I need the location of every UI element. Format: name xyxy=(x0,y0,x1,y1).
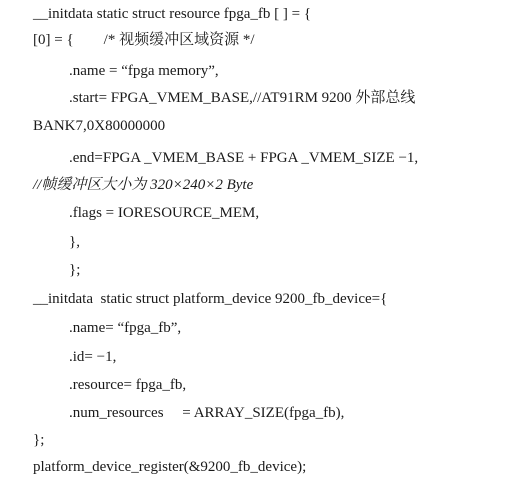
code-line-15: .num_resources = ARRAY_SIZE(fpga_fb), xyxy=(69,405,345,421)
code-line-11: __initdata static struct platform_device 9200_fb_device={ xyxy=(33,291,388,307)
code-line-8: .flags = IORESOURCE_MEM, xyxy=(69,205,260,221)
code-line-17: platform_device_register(&9200_fb_device); xyxy=(33,459,307,475)
code-line-12: .name= “fpga_fb”, xyxy=(69,320,182,336)
code-line-6: .end=FPGA _VMEM_BASE + FPGA _VMEM_SIZE −1, xyxy=(69,150,419,166)
code-line-4: .start= FPGA_VMEM_BASE,//AT91RM 9200 外部总线 xyxy=(69,90,416,106)
code-line-13: .id= −1, xyxy=(69,349,117,365)
code-line-7: //帧缓冲区大小为 320×240×2 Byte xyxy=(33,177,254,193)
code-line-3: .name = “fpga memory”, xyxy=(69,63,219,79)
code-line-1: __initdata static struct resource fpga_fb [ ] = { xyxy=(33,6,312,22)
code-line-5: BANK7,0X80000000 xyxy=(33,118,166,134)
code-line-9: }, xyxy=(69,234,80,250)
code-line-2: [0] = { /* 视频缓冲区域资源 */ xyxy=(33,32,255,48)
code-line-14: .resource= fpga_fb, xyxy=(69,377,187,393)
code-line-10: }; xyxy=(69,262,81,278)
code-line-16: }; xyxy=(33,432,45,448)
